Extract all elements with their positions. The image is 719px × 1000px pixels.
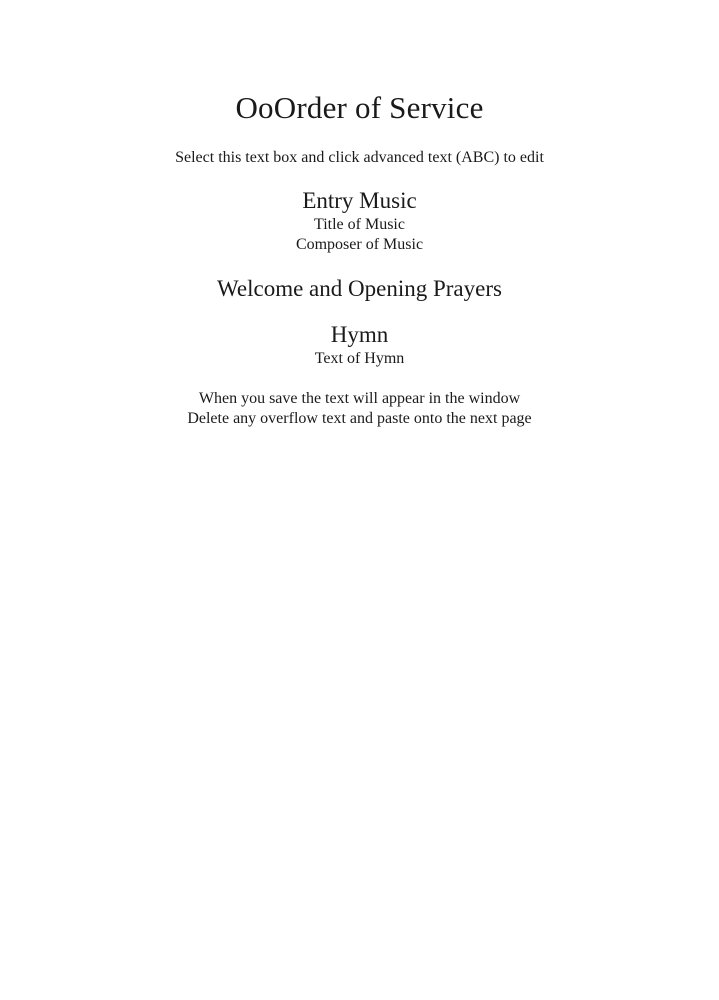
overflow-note-text: Delete any overflow text and paste onto the next page [187, 410, 532, 427]
entry-music-heading: Entry Music [302, 188, 417, 213]
save-note-text: When you save the text will appear in the window [198, 390, 521, 407]
entry-music-title: Title of Music [314, 216, 405, 233]
hymn-text: Text of Hymn [314, 350, 405, 367]
edit-instruction-text: Select this text box and click advanced text (ABC) to edit [175, 149, 544, 166]
entry-music-composer: Composer of Music [295, 236, 424, 253]
page-title: OoOrder of Service [235, 90, 484, 125]
welcome-prayers-heading: Welcome and Opening Prayers [217, 276, 502, 301]
hymn-heading: Hymn [330, 322, 389, 347]
